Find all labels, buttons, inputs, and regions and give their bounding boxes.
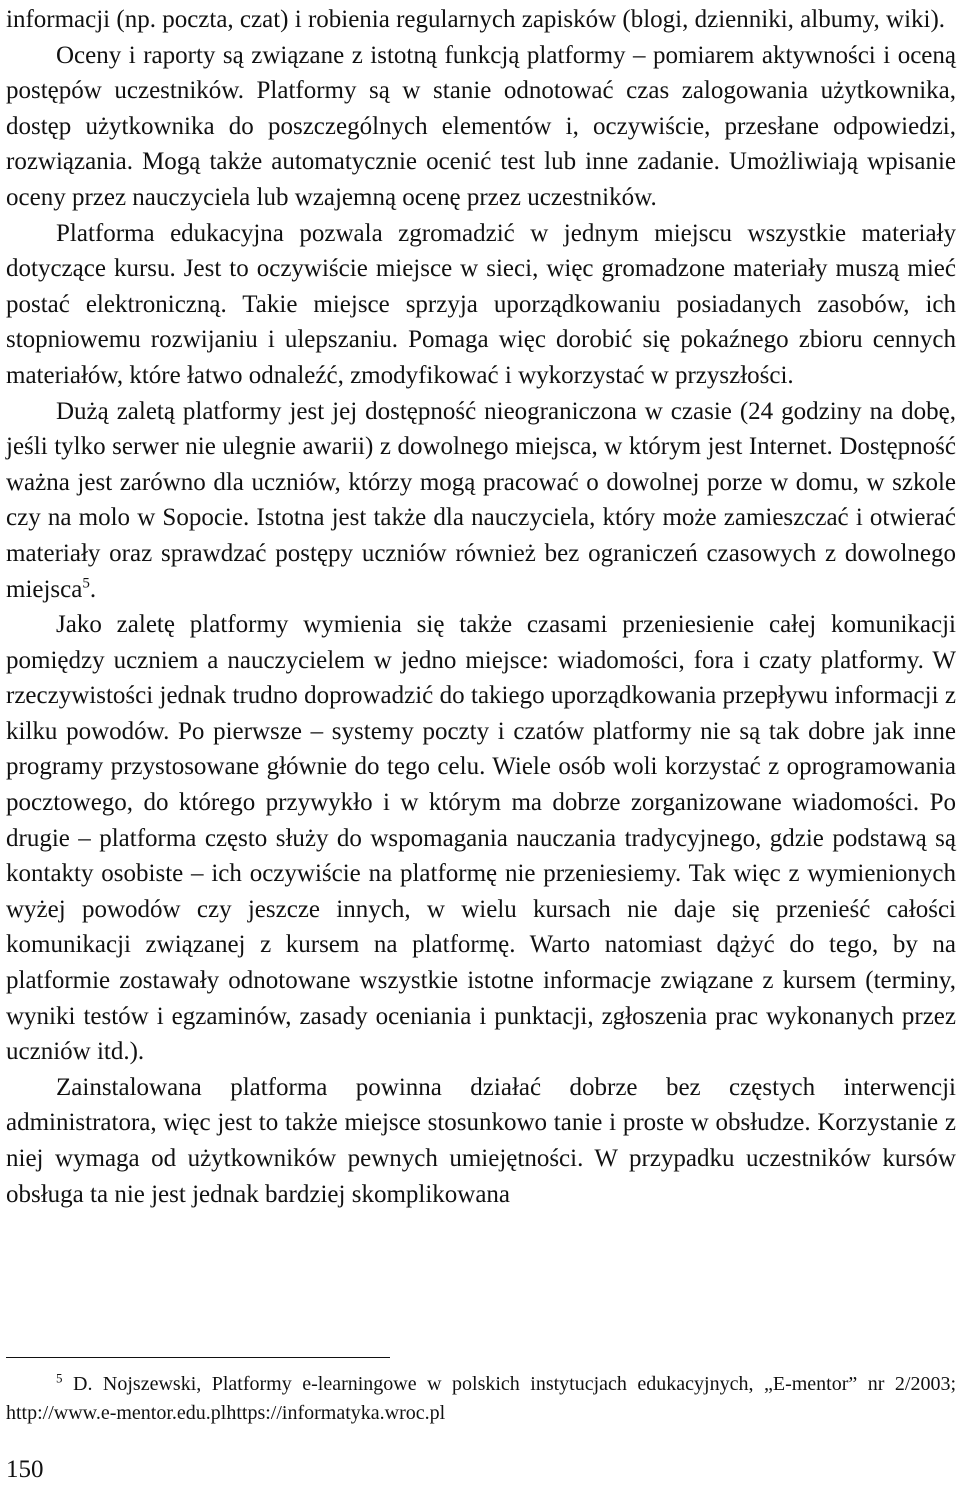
footnote-number: 5: [56, 1370, 63, 1386]
footnote-body: [6, 1370, 956, 1428]
paragraph-tail: .: [89, 575, 97, 603]
footnote: [6, 1370, 956, 1428]
footnote-text: D. Nojszewski, Platformy e-learningowe w polskich instytucjach edukacyjnych, „E-mentor” nr 2/2003; http://www.e-mentor.edu.plhttps://informatyka.wroc.pl: [6, 1373, 957, 1424]
paragraph-text: informacji (np. poczta, czat) i robienia regularnych zapisków (blogi, dzienniki, albumy, wiki).: [6, 6, 946, 33]
page-number: 150: [6, 1456, 44, 1483]
paragraph: [6, 1070, 956, 1212]
paragraph-text: Oceny i raporty są związane z istotną funkcją platformy – pomiarem aktywności i oceną postępów uczestników. Platformy są w stanie odnotować czas zalogowania użytkownika, dostęp użytkownika do poszczególnych elementów i, oczywiście, przesłane odpowiedzi, rozwiązania. Mogą także automatycznie ocenić test lub inne zadanie. Umożliwiają wpisanie oceny przez nauczyciela lub wzajemną ocenę przez uczestników.: [6, 41, 956, 211]
paragraph-text: Jako zaletę platformy wymienia się także czasami przeniesienie całej komunikacji pomiędzy uczniem a nauczycielem w jedno miejsce: wiadomości, fora i czaty platformy. W rzeczywistości jednak trudno doprowadzić do takiego uporządkowania przepływu informacji z kilku powodów. Po pierwsze – systemy poczty i czatów platformy nie są tak dobre jak inne programy przystosowane głównie do tego celu. Wiele osób woli korzystać z oprogramowania pocztowego, do którego przywykło i w którym ma dobrze zorganizowane wiadomości. Po drugie – platforma często służy do wspomagania nauczania tradycyjnego, gdzie podstawą są kontakty osobiste – ich oczywiście na platformę nie przeniesiemy. Tak więc z wymienionych wyżej powodów czy jeszcze innych, w wielu kursach nie daje się przenieść całości komunikacji związanej z kursem na platformę. Warto natomiast dążyć do tego, by na platformie zostawały odnotowane wszystkie istotne informacje związane z kursem (terminy, wyniki testów i egzaminów, zasady oceniania i punktacji, zgłoszenia prac wykonanych przez uczniów itd.).: [6, 611, 956, 1066]
paragraph: [6, 394, 956, 608]
paragraph-text: Platforma edukacyjna pozwala zgromadzić w jednym miejscu wszystkie materiały dotyczące kursu. Jest to oczywiście miejsce w sieci, więc gromadzone materiały muszą mieć postać elektroniczną. Takie miejsce sprzyja uporządkowaniu posiadanych zasobów, ich stopniowemu rozwijaniu i ulepszaniu. Pomaga więc dorobić się pokaźnego zbioru cennych materiałów, które łatwo odnaleźć, zmodyfikować i wykorzystać w przyszłości.: [6, 219, 956, 389]
paragraph: [6, 216, 956, 394]
body-text: [6, 2, 956, 1212]
footnote-reference: 5: [82, 575, 90, 592]
paragraph: [6, 607, 956, 1070]
paragraph-text: Dużą zaletą platformy jest jej dostępność nieograniczona w czasie (24 godziny na dobę, jeśli tylko serwer nie ulegnie awarii) z dowolnego miejsca, w którym jest Internet. Dostępność ważna jest zarówno dla uczniów, którzy mogą pracować o dowolnej porze w domu, w szkole czy na molo w Sopocie. Istotna jest także dla nauczyciela, który może zamieszczać i otwierać materiały oraz sprawdzać postępy uczniów również bez ograniczeń czasowych z dowolnego miejsca: [6, 397, 956, 603]
paragraph-text: Zainstalowana platforma powinna działać dobrze bez częstych interwencji administratora, więc jest to także miejsce stosunkowo tanie i proste w obsłudze. Korzystanie z niej wymaga od użytkowników pewnych umiejętności. W przypadku uczestników kursów obsługa ta nie jest jednak bardziej skomplikowana: [6, 1073, 956, 1208]
footnote-divider: [6, 1357, 390, 1358]
document-page: [6, 0, 956, 1494]
paragraph: [6, 38, 956, 216]
paragraph: [6, 2, 956, 38]
